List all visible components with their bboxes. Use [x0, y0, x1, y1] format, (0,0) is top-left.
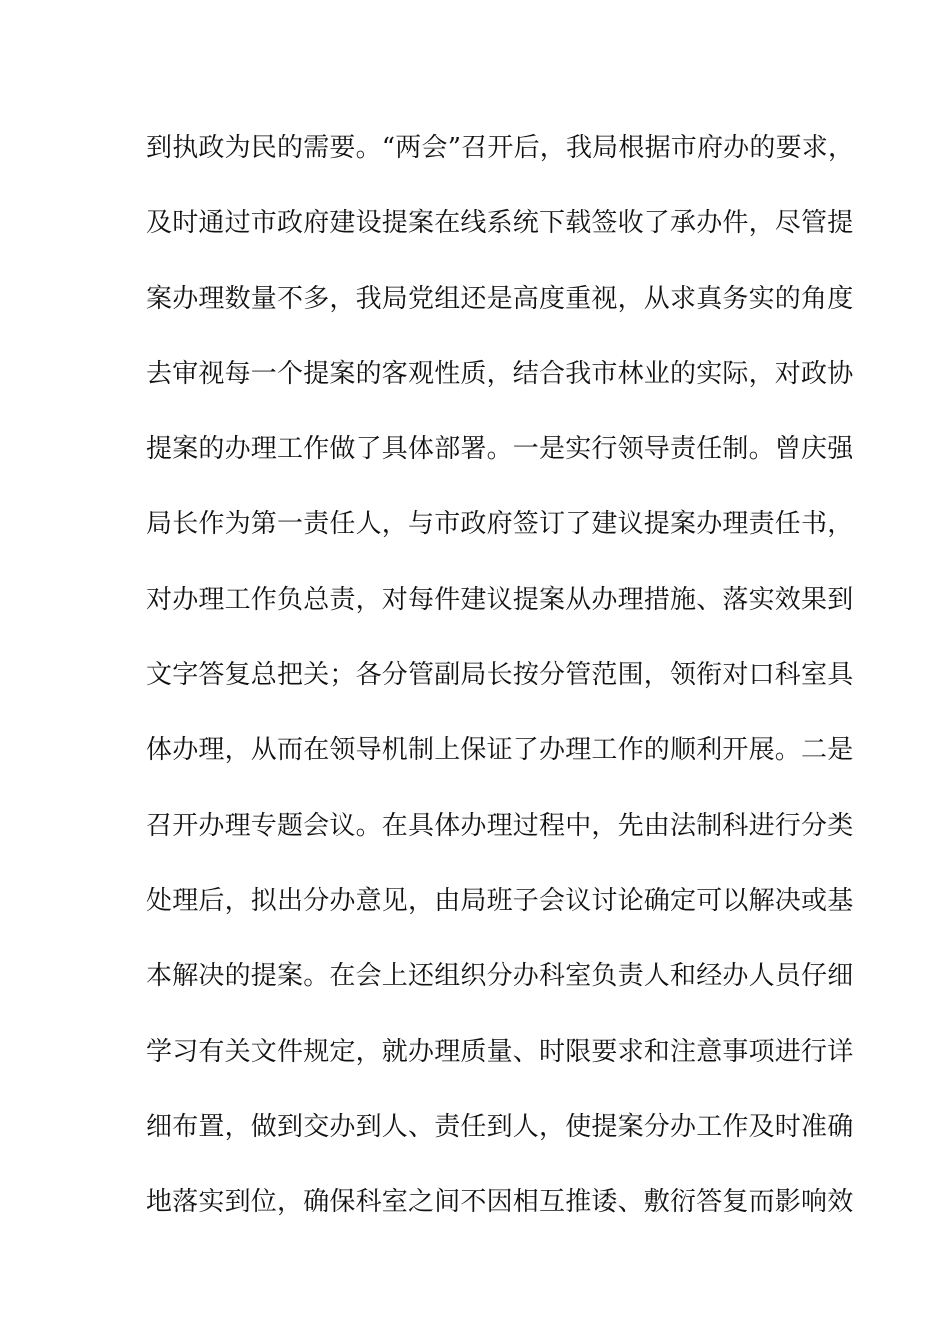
text-line: 细布置，做到交办到人、责任到人，使提案分办工作及时准确 [146, 1111, 854, 1142]
text-line: 文字答复总把关；各分管副局长按分管范围，领衔对口科室具 [146, 660, 854, 691]
text-line: 及时通过市政府建设提案在线系统下载签收了承办件，尽管提 [146, 208, 854, 239]
body-text [146, 128, 855, 1257]
text-line: 对办理工作负总责，对每件建议提案从办理措施、落实效果到 [146, 584, 854, 615]
text-line: 局长作为第一责任人，与市政府签订了建议提案办理责任书， [146, 509, 854, 540]
text-line: 召开办理专题会议。在具体办理过程中，先由法制科进行分类 [146, 810, 854, 841]
text-line: 案办理数量不多，我局党组还是高度重视，从求真务实的角度 [146, 283, 854, 314]
text-line: 地落实到位，确保科室之间不因相互推诿、敷衍答复而影响效 [146, 1187, 854, 1218]
text-line: 到执政为民的需要。“两会”召开后，我局根据市府办的要求， [146, 133, 855, 163]
text-line: 处理后，拟出分办意见，由局班子会议讨论确定可以解决或基 [146, 885, 854, 916]
text-line: 去审视每一个提案的客观性质，结合我市林业的实际，对政协 [146, 358, 854, 389]
text-line: 体办理，从而在领导机制上保证了办理工作的顺利开展。二是 [146, 735, 854, 766]
text-line: 学习有关文件规定，就办理质量、时限要求和注意事项进行详 [146, 1036, 854, 1067]
text-line: 提案的办理工作做了具体部署。一是实行领导责任制。曾庆强 [146, 434, 854, 465]
text-line: 本解决的提案。在会上还组织分办科室负责人和经办人员仔细 [146, 961, 854, 992]
